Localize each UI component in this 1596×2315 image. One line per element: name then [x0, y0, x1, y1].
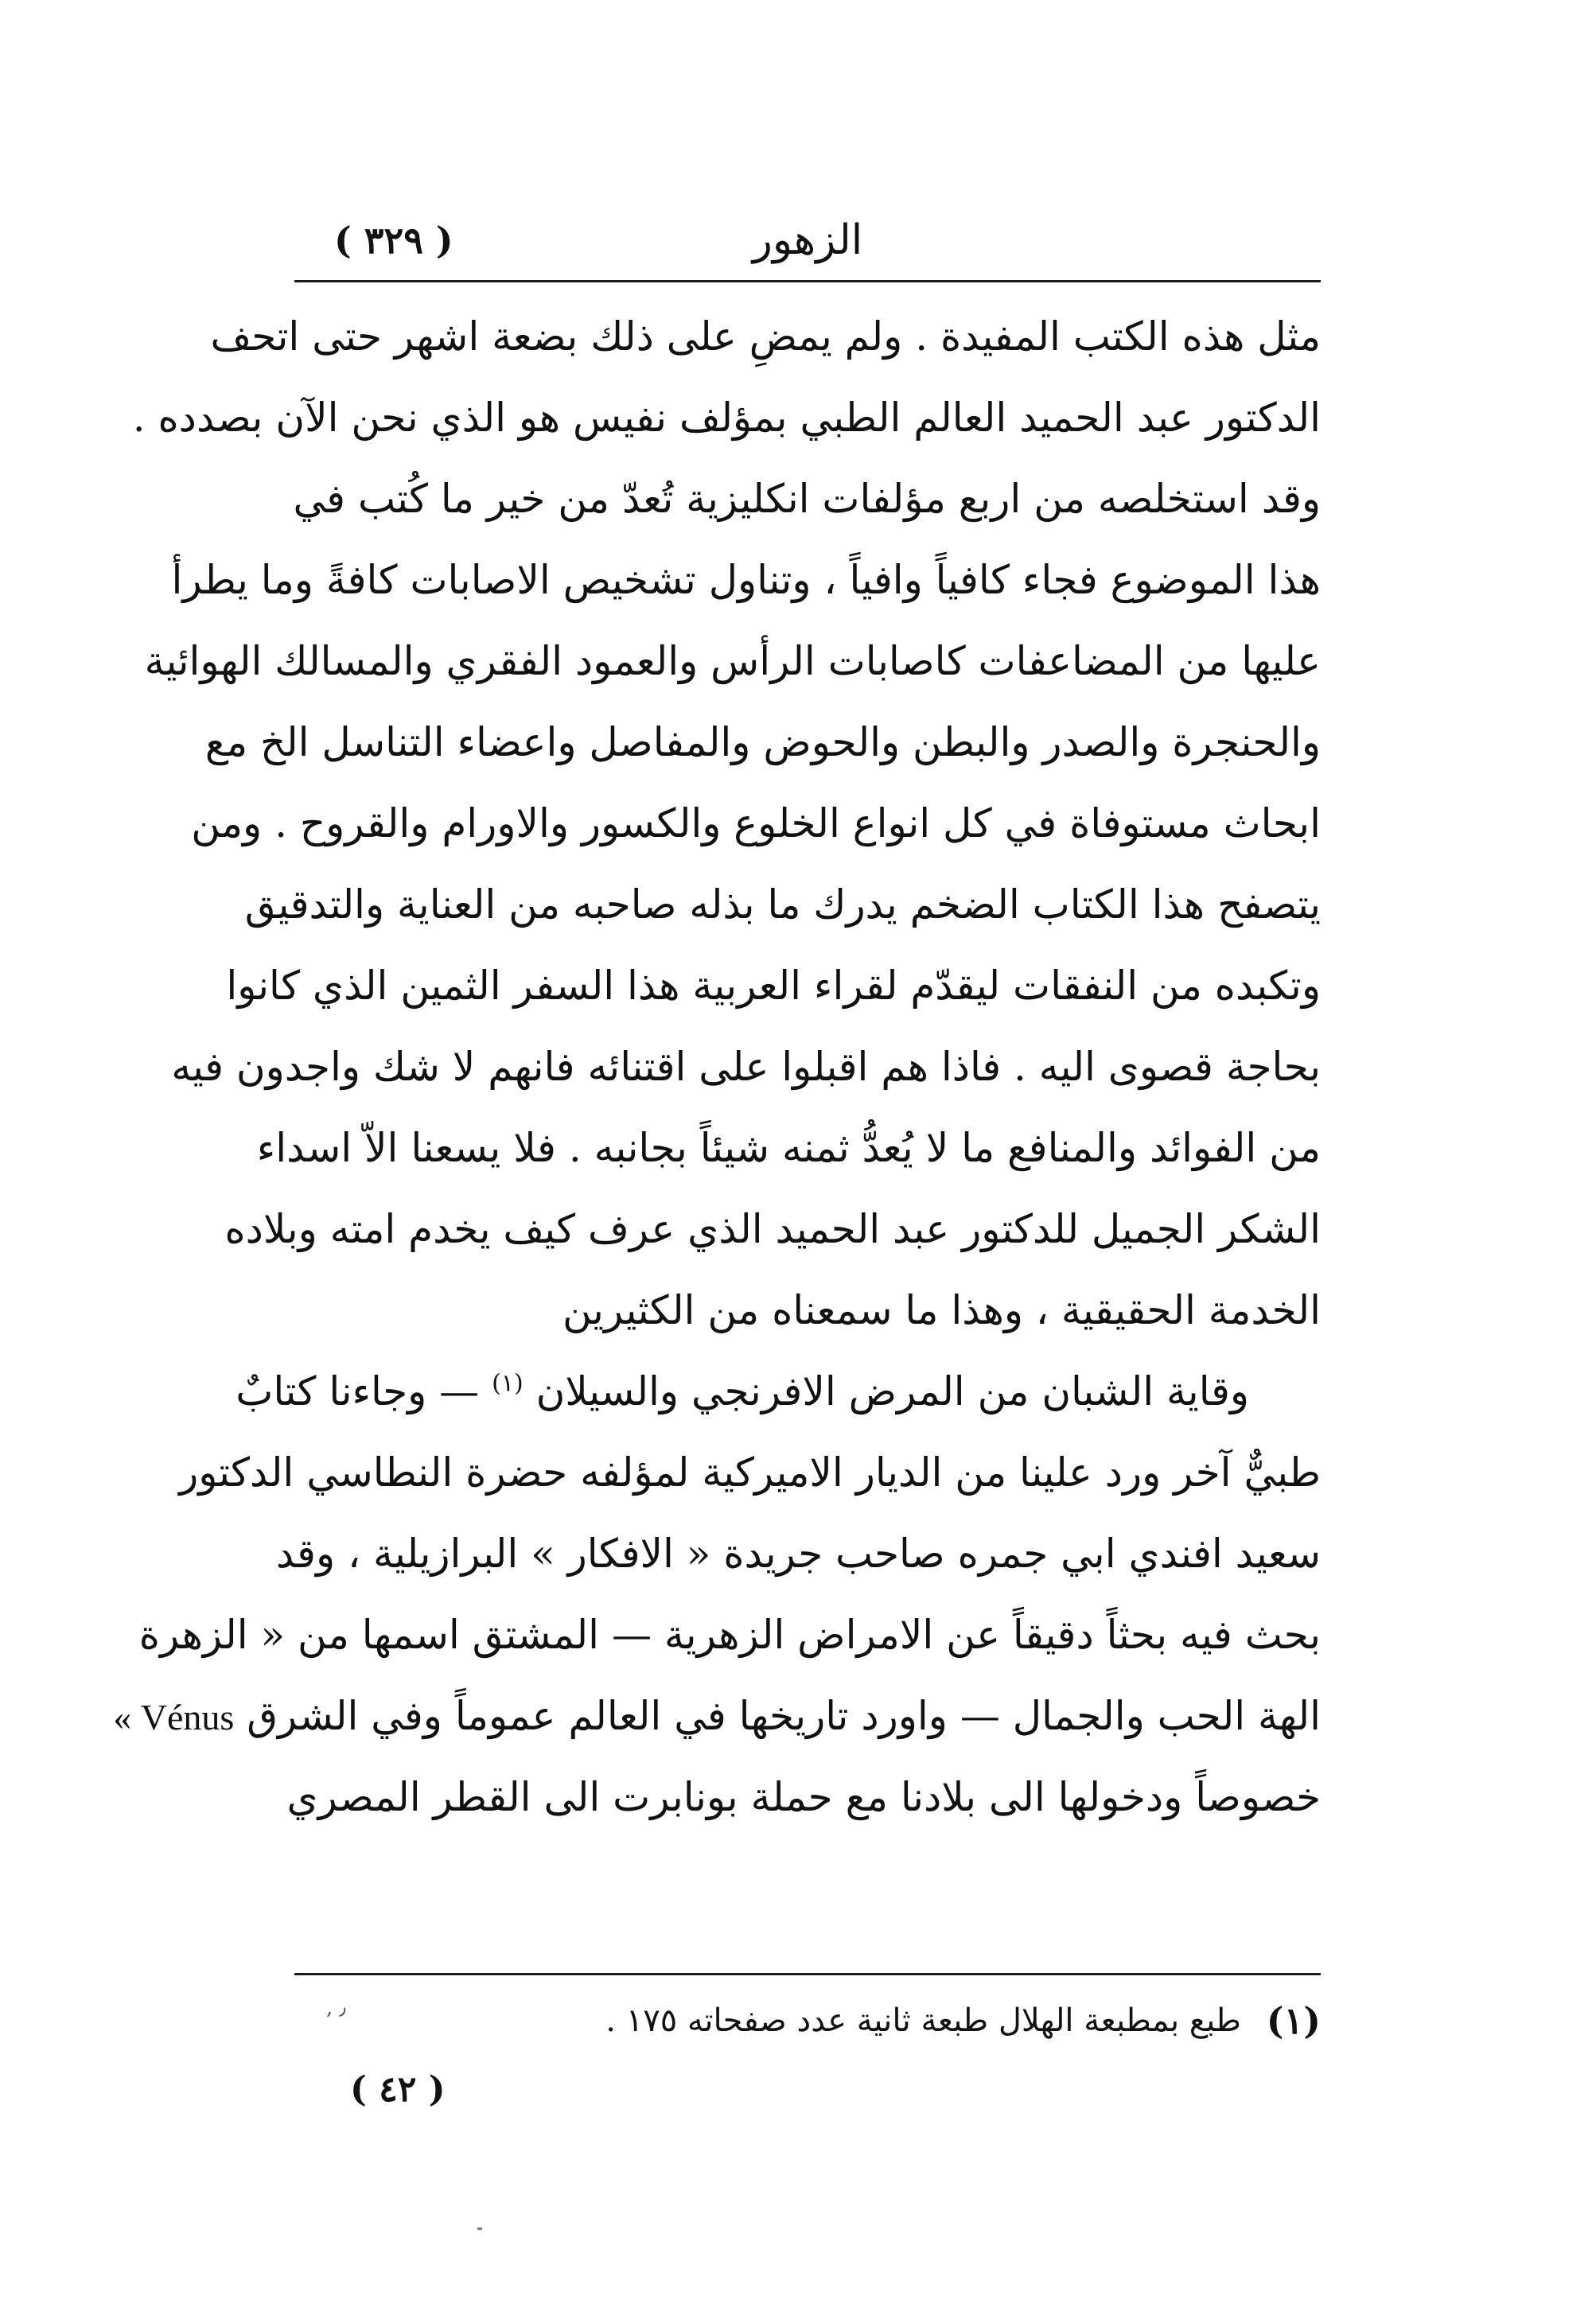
text-fragment: — وجاءنا كتابٌ: [236, 1368, 480, 1414]
footnote-number: (١): [1266, 1999, 1321, 2042]
signature-mark: ( ٤٢ ): [350, 2069, 446, 2110]
text-line: بحث فيه بحثاً دقيقاً عن الامراض الزهرية — المشتق اسمها من « الزهرة: [138, 1612, 1321, 1658]
text-line: طبيٌّ آخر ورد علينا من الديار الاميركية لمؤلفه حضرة النطاسي الدكتور: [179, 1449, 1321, 1496]
text-line: وتكبده من النفقات ليقدّم لقراء العربية هذا السفر الثمين الذي كانوا: [226, 963, 1321, 1009]
text-line: الخدمة الحقيقية ، وهذا ما سمعناه من الكثيرين: [562, 1287, 1321, 1333]
text-line: سعيد افندي ابي جمره صاحب جريدة « الافكار » البرازيلية ، وقد: [275, 1531, 1321, 1577]
text-line: هذا الموضوع فجاء كافياً وافياً ، وتناول تشخيص الاصابات كافةً وما يطرأ: [171, 557, 1321, 603]
text-line: مثل هذه الكتب المفيدة . ولم يمضِ على ذلك بضعة اشهر حتى اتحف: [210, 313, 1321, 360]
paragraph-first-line: [236, 1351, 1321, 1432]
text-line: خصوصاً ودخولها الى بلادنا مع حملة بونابرت الى القطر المصري: [286, 1774, 1321, 1820]
text-line: ابحاث مستوفاة في كل انواع الخلوع والكسور والاورام والقروح . ومن: [191, 800, 1321, 846]
footnote-rule: [294, 1973, 1321, 1975]
footnote-text: طبع بمطبعة الهلال طبعة ثانية عدد صفحاته ١٧٥ .: [605, 2002, 1241, 2039]
running-header: [294, 208, 1321, 272]
text-line: عليها من المضاعفات كاصابات الرأس والعمود الفقري والمسالك الهوائية: [144, 638, 1321, 684]
footnote: [294, 1989, 1321, 2052]
text-line-with-latin: [113, 1675, 1321, 1757]
header-rule: [294, 280, 1321, 282]
footnote-reference: (١): [492, 1369, 524, 1398]
scan-speck: [477, 2227, 482, 2230]
text-line: الدكتور عبد الحميد العالم الطبي بمؤلف نفيس هو الذي نحن الآن بصدده .: [132, 395, 1321, 441]
text-line: الشكر الجميل للدكتور عبد الحميد الذي عرف كيف يخدم امته وبلاده: [224, 1206, 1321, 1252]
text-line: من الفوائد والمنافع ما لا يُعدُّ ثمنه شيئاً بجانبه . فلا يسعنا الاّ اسداء: [256, 1125, 1321, 1171]
page-number: ( ٣٢٩ ): [334, 219, 453, 262]
text-line: والحنجرة والصدر والبطن والحوض والمفاصل واعضاء التناسل الخ مع: [204, 719, 1321, 765]
latin-word: « Vénus: [113, 1697, 235, 1737]
text-line: يتصفح هذا الكتاب الضخم يدرك ما بذله صاحبه من العناية والتدقيق: [244, 881, 1321, 928]
book-title-text: وقاية الشبان من المرض الافرنجي والسيلان: [535, 1368, 1249, 1414]
text-fragment: الهة الحب والجمال — واورد تاريخها في العالم عموماً وفي الشرق: [247, 1693, 1321, 1739]
running-title: الزهور: [752, 216, 863, 264]
text-line: بحاجة قصوى اليه . فاذا هم اقبلوا على اقتنائه فانهم لا شك واجدون فيه: [171, 1044, 1321, 1090]
text-line: وقد استخلصه من اربع مؤلفات انكليزية تُعدّ من خير ما كُتب في: [293, 476, 1321, 522]
margin-mark: ٫ ,: [326, 1996, 346, 2020]
article-body: [113, 296, 1321, 1838]
